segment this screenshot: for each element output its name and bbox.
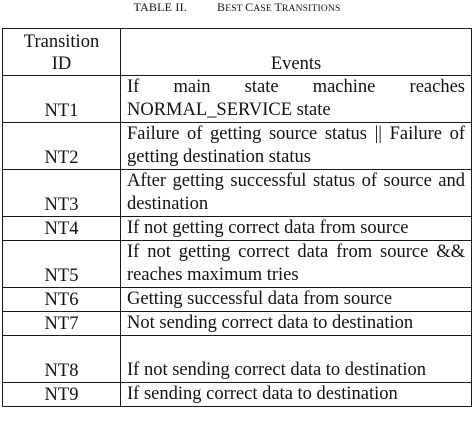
table-row <box>3 123 472 170</box>
table-row <box>3 76 472 123</box>
event-cell: If main state machine reaches NORMAL_SERVICE state <box>121 76 472 123</box>
table-title <box>217 0 340 14</box>
transition-id-header <box>3 29 121 76</box>
event-cell: After getting successful status of source and destination <box>121 170 472 217</box>
event-cell: Failure of getting source status || Failure of getting destination status <box>121 123 472 170</box>
transition-id-cell: NT5 <box>3 241 121 288</box>
transition-id-cell: NT8 <box>3 336 121 383</box>
transition-id-cell: NT9 <box>3 383 121 407</box>
table-caption <box>0 0 474 18</box>
table-row <box>3 336 472 383</box>
transition-id-cell: NT4 <box>3 217 121 241</box>
table-row <box>3 288 472 312</box>
event-cell: If not getting correct data from source && reaches maximum tries <box>121 241 472 288</box>
table-number: TABLE II. <box>133 0 187 14</box>
event-cell: Not sending correct data to destination <box>121 312 472 336</box>
transition-id-cell: NT1 <box>3 76 121 123</box>
table-title-part: B <box>217 0 226 14</box>
transitions-table <box>2 28 472 407</box>
table-row <box>3 312 472 336</box>
table-row <box>3 383 472 407</box>
transition-id-cell: NT6 <box>3 288 121 312</box>
transition-id-header-line1: Transition <box>23 32 100 52</box>
table-title-part: C <box>245 0 254 14</box>
event-cell: If sending correct data to destination <box>121 383 472 407</box>
table-header-row <box>3 29 472 76</box>
transition-id-cell: NT2 <box>3 123 121 170</box>
event-cell: Getting successful data from source <box>121 288 472 312</box>
transition-id-cell: NT7 <box>3 312 121 336</box>
table-title-part: RANSITIONS <box>282 4 341 14</box>
table-row <box>3 217 472 241</box>
table-row <box>3 241 472 288</box>
event-cell: If not sending correct data to destination <box>121 336 472 383</box>
events-header: Events <box>121 29 472 76</box>
table-title-part: ASE <box>253 4 275 14</box>
table-title-part: EST <box>225 4 246 14</box>
table-title-part: T <box>274 0 282 14</box>
event-cell: If not getting correct data from source <box>121 217 472 241</box>
table-row <box>3 170 472 217</box>
transition-id-header-line2: ID <box>51 54 72 74</box>
transition-id-cell: NT3 <box>3 170 121 217</box>
